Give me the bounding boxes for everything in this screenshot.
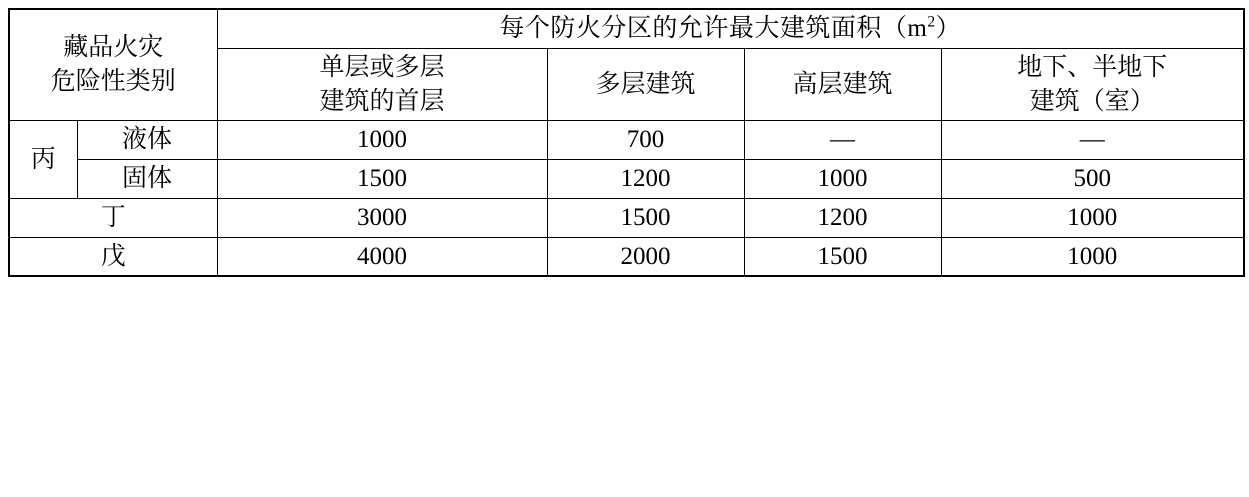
header-column-3: 高层建筑: [744, 48, 941, 121]
table-row: [9, 160, 1244, 199]
cell-value: 1500: [547, 198, 744, 237]
table-row: [9, 121, 1244, 160]
cell-value: 1500: [217, 160, 547, 199]
header-column-4-line1: 地下、半地下: [1017, 53, 1168, 81]
cell-value: 2000: [547, 237, 744, 276]
header-span-text-end: ）: [935, 15, 962, 42]
row-subtype-liquid: 液体: [77, 121, 217, 160]
row-subtype-solid: 固体: [77, 160, 217, 199]
header-column-4-line2: 建筑（室）: [1029, 87, 1155, 115]
cell-value: 1200: [547, 160, 744, 199]
row-group-wu: 戊: [9, 237, 217, 276]
cell-value: 4000: [217, 237, 547, 276]
header-category-line2: 危险性类别: [50, 68, 176, 96]
header-column-4: [941, 48, 1244, 121]
table-header-row-1: [9, 9, 1244, 48]
header-category-label: [9, 9, 217, 121]
cell-value: 1000: [217, 121, 547, 160]
row-group-ding: 丁: [9, 198, 217, 237]
header-span-text: 每个防火分区的允许最大建筑面积（m: [499, 15, 928, 42]
fire-compartment-area-table: [8, 8, 1245, 277]
header-column-2: 多层建筑: [547, 48, 744, 121]
header-span-superscript: 2: [927, 13, 936, 31]
cell-value: 1000: [941, 198, 1244, 237]
cell-value: 500: [941, 160, 1244, 199]
header-span-label: [217, 9, 1244, 48]
cell-value: 1000: [941, 237, 1244, 276]
cell-value: —: [941, 121, 1244, 160]
table-row: [9, 237, 1244, 276]
cell-value: 1500: [744, 237, 941, 276]
table-row: [9, 198, 1244, 237]
cell-value: 1000: [744, 160, 941, 199]
document-page: [0, 8, 1249, 497]
cell-value: 700: [547, 121, 744, 160]
header-column-1-line2: 建筑的首层: [319, 87, 445, 115]
cell-value: —: [744, 121, 941, 160]
row-group-bing: 丙: [9, 121, 77, 199]
header-column-1-line1: 单层或多层: [319, 53, 445, 81]
cell-value: 1200: [744, 198, 941, 237]
header-column-1: [217, 48, 547, 121]
cell-value: 3000: [217, 198, 547, 237]
header-category-line1: 藏品火灾: [63, 34, 164, 62]
